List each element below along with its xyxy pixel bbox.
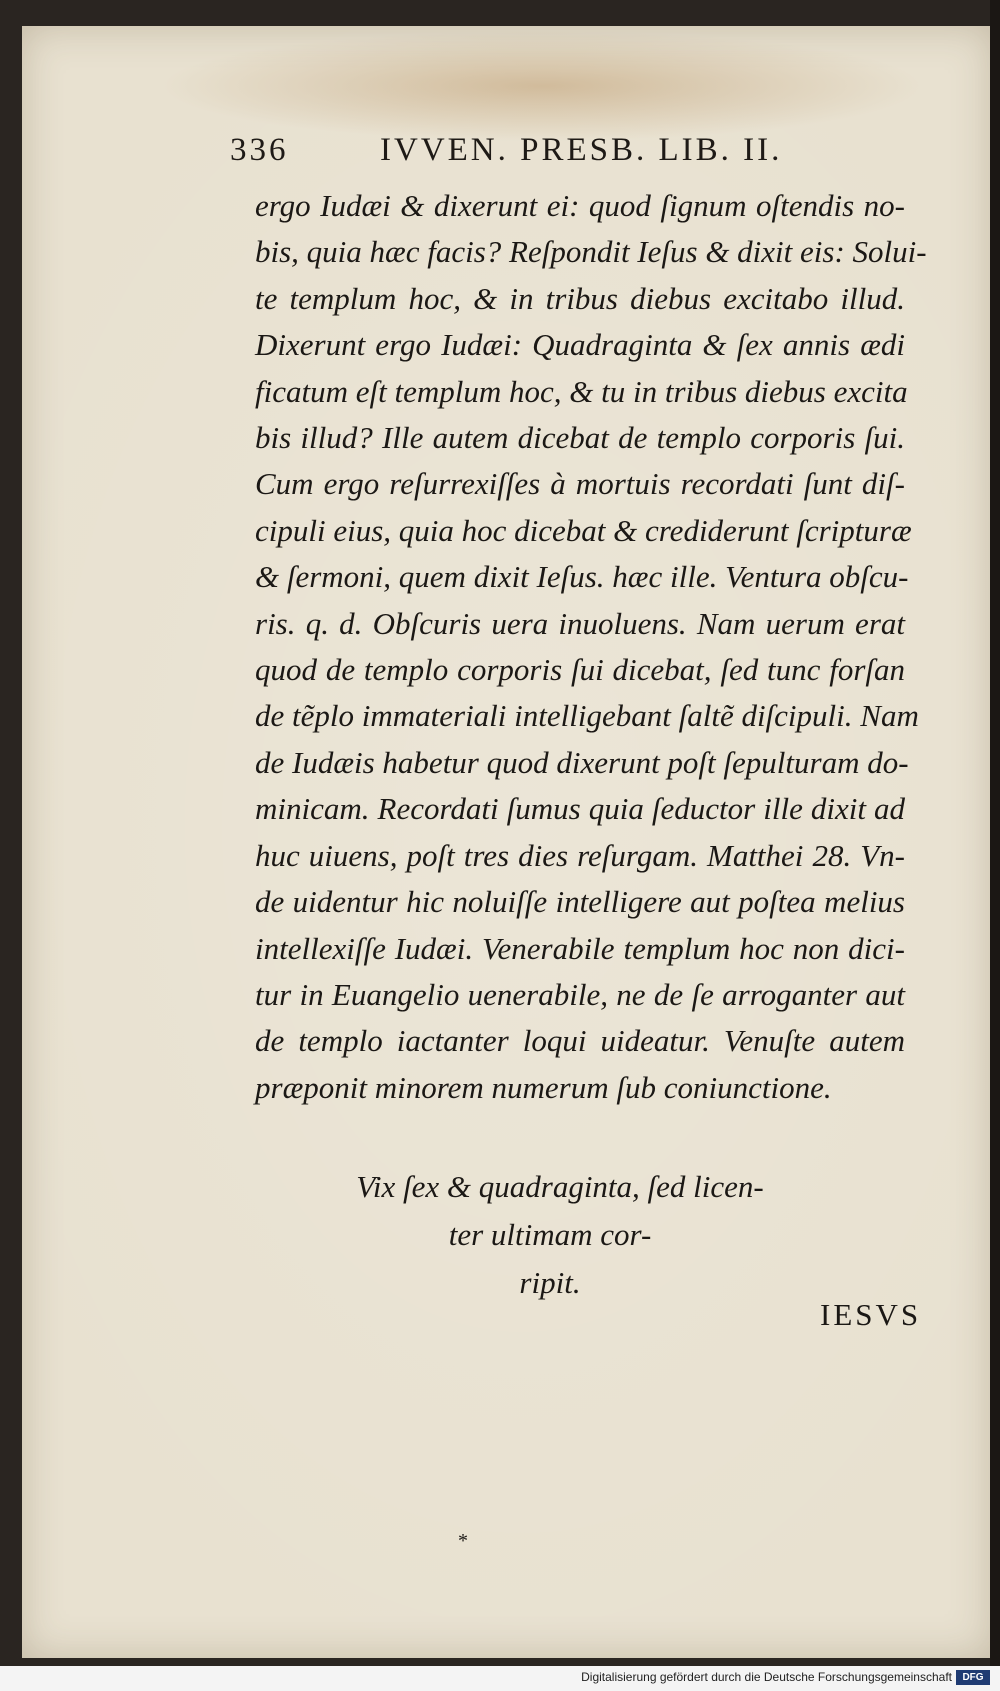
text-line: ergo Iudæi & dixerunt ei: quod ſignum oſtendis no- [255,188,905,223]
text-line: Cum ergo reſurrexiſſes à mortuis recordati ſunt diſ- [255,466,905,502]
digitization-footer [0,1666,1000,1691]
body-text [255,183,927,1111]
text-line: te templum hoc, & in tribus diebus excitabo illud. [255,280,905,316]
page-header [230,132,900,180]
text-line: de Iudæis habetur quod dixerunt poſt ſepulturam do- [255,744,909,780]
signature-mark: * [458,1530,468,1552]
text-line: bis illud? Ille autem dicebat de templo corporis ſui. [255,420,905,456]
text-line: cipuli eius, quia hoc dicebat & crediderunt ſcripturæ [255,512,912,548]
verse-line: Vix ſex & quadraginta, ſed licen- [356,1169,764,1204]
text-line: ficatum eſt templum hoc, & tu in tribus diebus excita [255,373,908,409]
text-line: intellexiſſe Iudæi. Venerabile templum hoc non dici- [255,930,905,966]
text-line: de uidentur hic noluiſſe intelligere aut poſtea melius [255,884,905,920]
dfg-logo-icon[interactable]: DFG [956,1670,990,1685]
page-number: 336 [230,132,289,168]
text-line: Dixerunt ergo Iudæi: Quadraginta & ſex annis ædi [255,327,905,363]
text-line: tur in Euangelio uenerabile, ne de ſe arroganter aut [255,976,905,1012]
text-line: præponit minorem numerum ſub coniunctione. [255,1069,832,1105]
page-edge-shadow [990,0,1000,1691]
text-line: & ſermoni, quem dixit Ieſus. hæc ille. Ventura obſcu- [255,559,909,595]
verse-block [255,1163,905,1307]
funding-credit: Digitalisierung gefördert durch die Deutsche Forschungsgemeinschaft [581,1670,952,1684]
text-line: ris. q. d. Obſcuris uera inuoluens. Nam uerum erat [255,605,905,641]
text-line: minicam. Recordati ſumus quia ſeductor ille dixit ad [255,791,905,827]
text-line: bis, quia hæc facis? Reſpondit Ieſus & dixit eis: Solui- [255,234,927,270]
verse-line: ter ultimam cor- [448,1217,652,1252]
text-line: huc uiuens, poſt tres dies reſurgam. Matthei 28. Vn- [255,837,905,873]
catchword: IESVS [820,1297,922,1332]
verse-line: ripit. [519,1265,581,1300]
text-line: de tẽplo immateriali intelligebant ſaltẽ diſcipuli. Nam [255,698,919,734]
text-line: quod de templo corporis ſui dicebat, ſed tunc forſan [255,652,905,688]
text-line: de templo iactanter loqui uideatur. Venuſte autem [255,1023,905,1059]
running-title: IVVEN. PRESB. LIB. II. [380,132,783,168]
